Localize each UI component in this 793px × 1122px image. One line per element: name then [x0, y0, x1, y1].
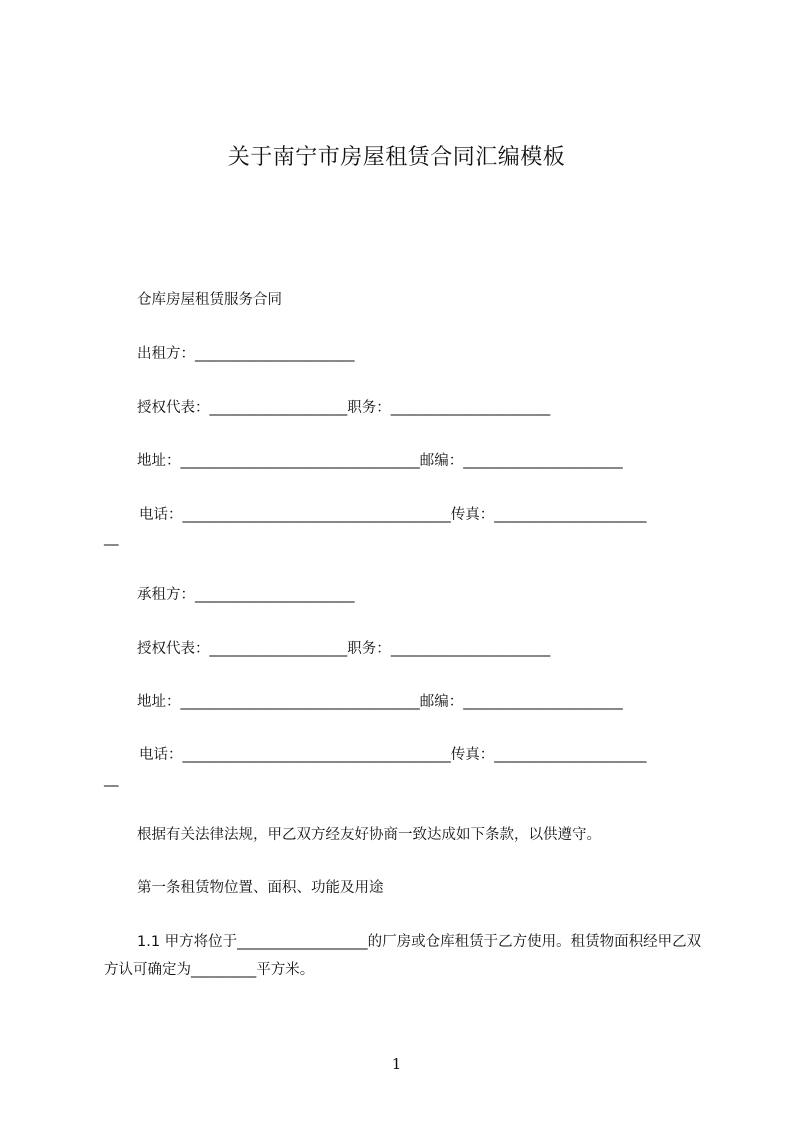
lessor-phone-fax: 电话：_____________________________________传真：_____________________ [139, 507, 647, 523]
preamble-paragraph: 根据有关法律法规，甲乙双方经友好协商一致达成如下条款，以供遵守。 [137, 827, 601, 843]
lessee-phone-fax: 电话：_____________________________________传真：_____________________ [139, 747, 647, 763]
article-1-heading: 第一条租赁物位置、面积、功能及用途 [137, 880, 384, 896]
lessor-representative: 授权代表：___________________职务：______________________ [137, 400, 551, 416]
lessor-party: 出租方：______________________ [137, 346, 355, 362]
contract-subtitle: 仓库房屋租赁服务合同 [137, 292, 282, 308]
page-number: 1 [391, 1055, 402, 1073]
lessor-phone-fax-continued: __ [104, 530, 119, 546]
lessee-phone-fax-continued: __ [104, 771, 119, 787]
lessee-address: 地址：_________________________________邮编：______________________ [137, 694, 623, 710]
article-1-1-paragraph: 1.1 甲方将位于__________________的厂房或仓库租赁于乙方使用。租赁物面积经甲乙双方认可确定为_________平方米。 [104, 934, 702, 978]
lessee-party: 承租方：______________________ [137, 587, 355, 603]
lessor-address: 地址：_________________________________邮编：______________________ [137, 453, 623, 469]
lessee-representative: 授权代表：___________________职务：______________________ [137, 641, 551, 657]
document-title: 关于南宁市房屋租赁合同汇编模板 [227, 145, 566, 170]
